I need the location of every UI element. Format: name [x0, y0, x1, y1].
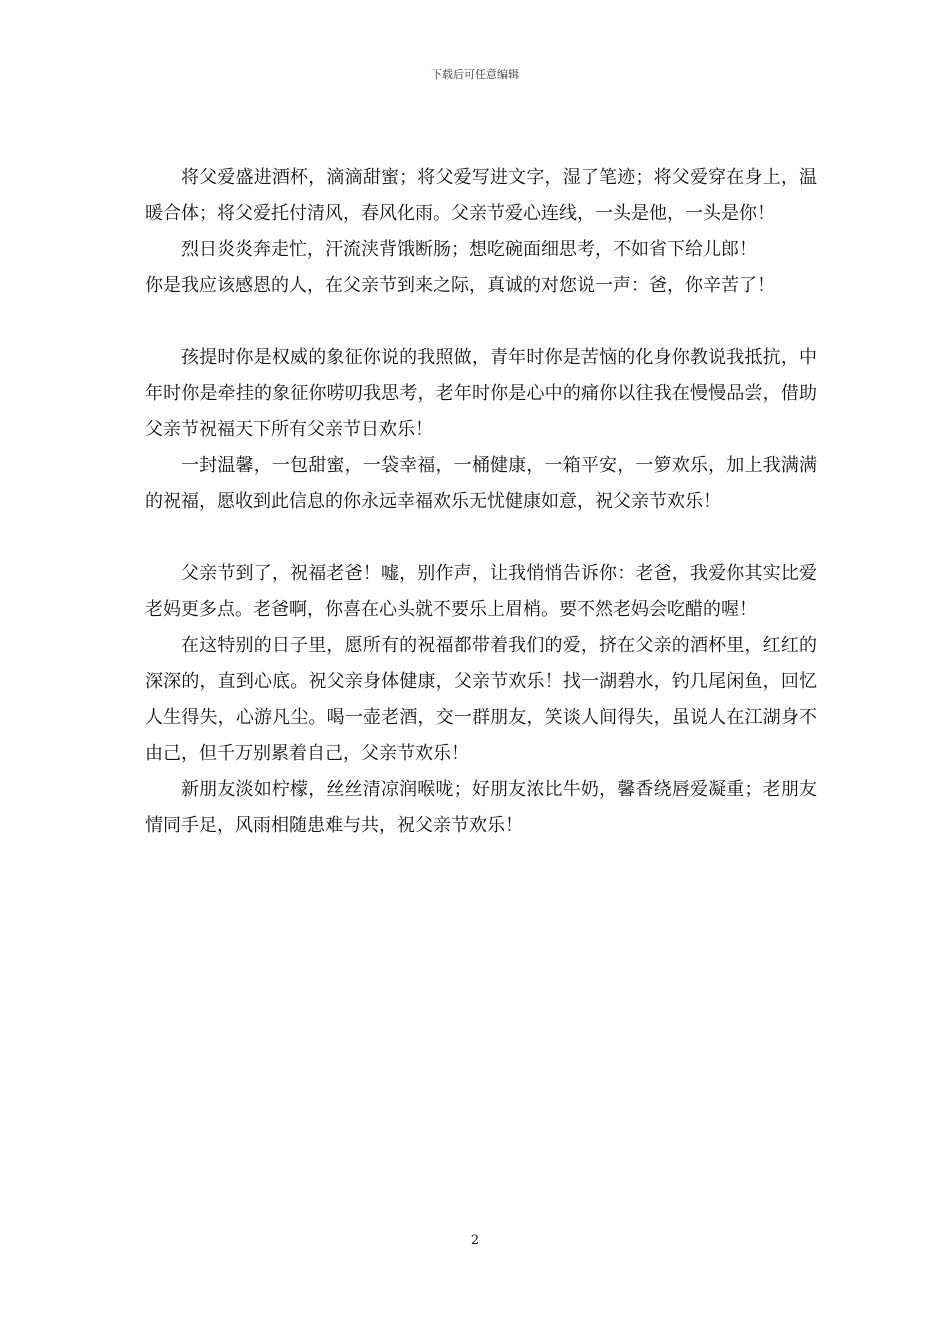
paragraph: 一封温馨，一包甜蜜，一袋幸福，一桶健康，一箱平安，一箩欢乐，加上我满满的祝福，愿收到此信息的你永远幸福欢乐无忧健康如意，祝父亲节欢乐！: [145, 455, 817, 512]
page-header: 下载后可任意编辑: [431, 68, 519, 81]
paragraph: 烈日炎炎奔走忙，汗流浃背饿断肠；想吃碗面细思考，不如省下给儿郎！: [181, 239, 757, 260]
document-body: [145, 160, 817, 844]
paragraph: 在这特别的日子里，愿所有的祝福都带着我们的爱，挤在父亲的酒杯里，红红的深深的，直到心底。祝父亲身体健康，父亲节欢乐！找一湖碧水，钓几尾闲鱼，回忆人生得失，心游凡尘。喝一壶老酒，交一群朋友，笑谈人间得失，虽说人在江湖身不由己，但千万别累着自己，父亲节欢乐！: [145, 635, 817, 764]
paragraph: 你是我应该感恩的人，在父亲节到来之际，真诚的对您说一声：爸，你辛苦了！: [145, 275, 775, 296]
page-number: 2: [470, 1233, 480, 1248]
paragraph-gap: [145, 304, 817, 340]
paragraph-gap: [145, 520, 817, 556]
paragraph: 将父爱盛进酒杯，滴滴甜蜜；将父爱写进文字，湿了笔迹；将父爱穿在身上，温暖合体；将父爱托付清风，春风化雨。父亲节爱心连线，一头是他，一头是你！: [145, 167, 817, 224]
paragraph: 孩提时你是权威的象征你说的我照做，青年时你是苦恼的化身你教说我抵抗，中年时你是牵挂的象征你唠叨我思考，老年时你是心中的痛你以往我在慢慢品尝，借助父亲节祝福天下所有父亲节日欢乐！: [145, 347, 817, 440]
paragraph: 父亲节到了，祝福老爸！嘘，别作声，让我悄悄告诉你：老爸，我爱你其实比爱老妈更多点。老爸啊，你喜在心头就不要乐上眉梢。要不然老妈会吃醋的喔！: [145, 563, 817, 620]
paragraph: 新朋友淡如柠檬，丝丝清凉润喉咙；好朋友浓比牛奶，馨香绕唇爱凝重；老朋友情同手足，风雨相随患难与共，祝父亲节欢乐！: [145, 779, 817, 836]
